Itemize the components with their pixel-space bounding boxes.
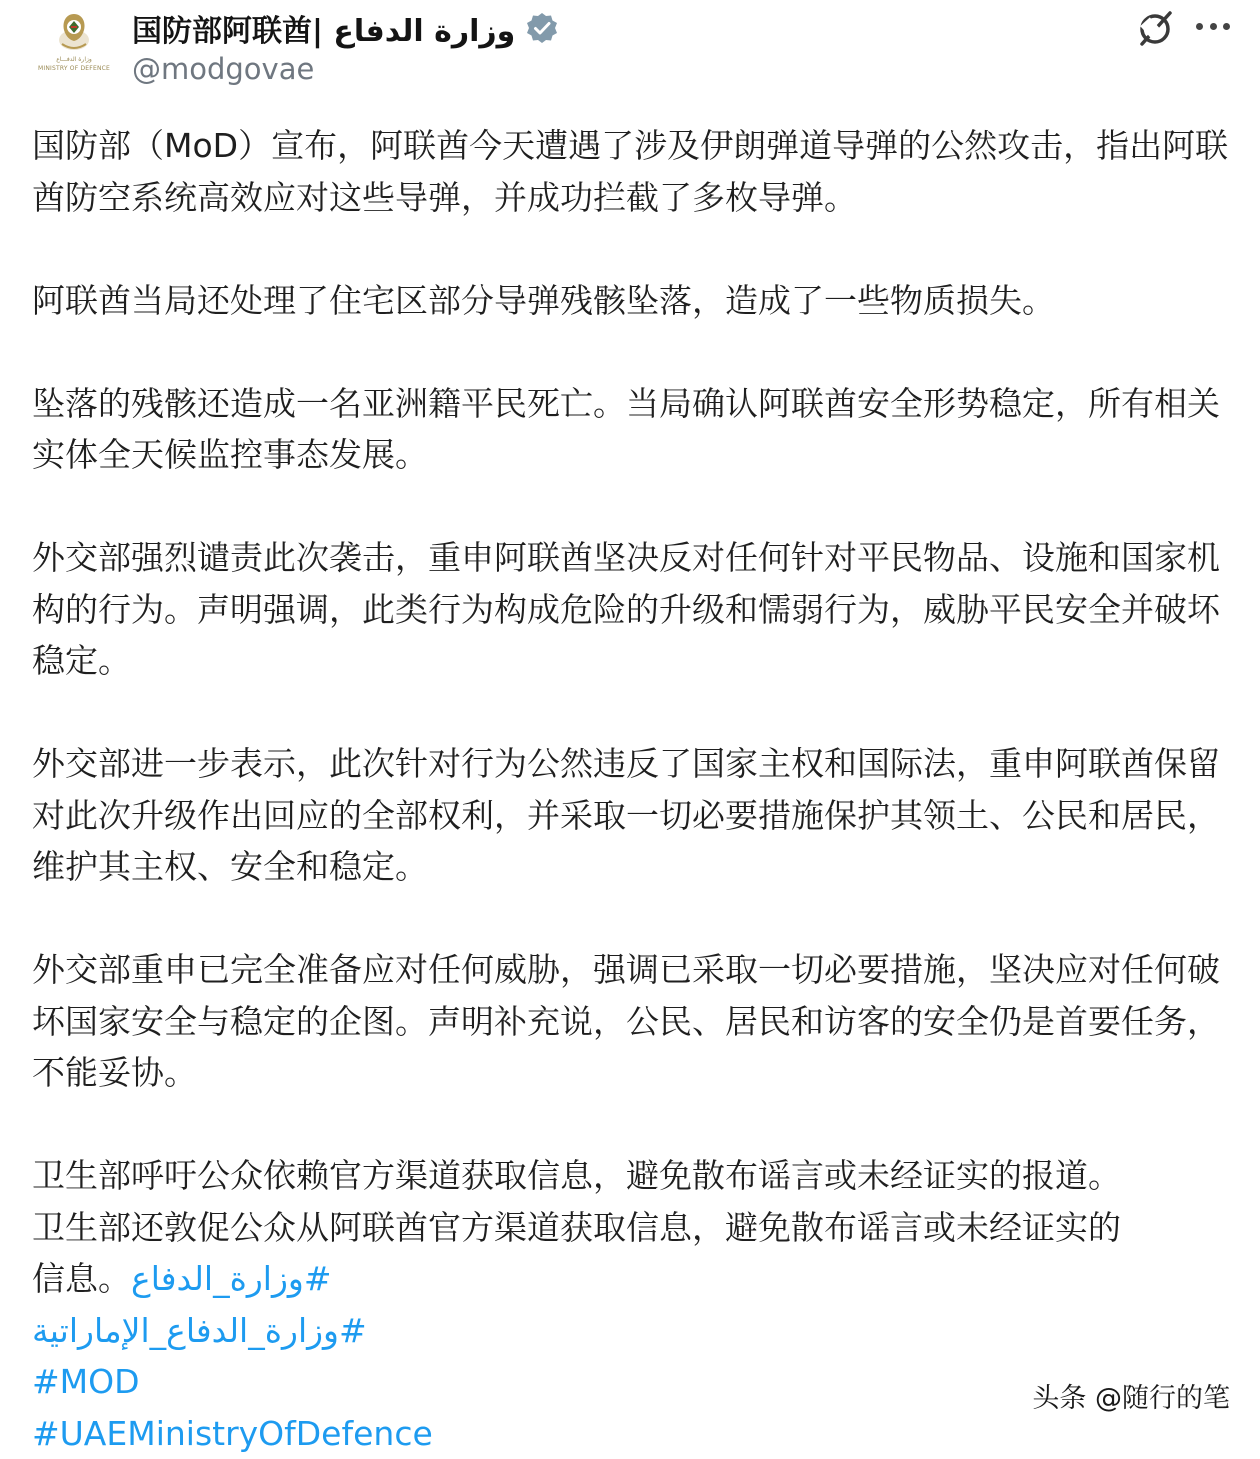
account-handle[interactable]: @modgovae: [132, 52, 314, 86]
grok-icon[interactable]: [1136, 8, 1176, 48]
more-dot-icon: [1223, 23, 1230, 30]
hashtag-link[interactable]: #وزارة_الدفاع: [131, 1259, 331, 1298]
post-final-line-with-tag: [32, 1253, 1232, 1305]
avatar-caption-english: MINISTRY OF DEFENCE: [38, 65, 110, 72]
avatar[interactable]: [34, 10, 114, 76]
more-dot-icon: [1210, 23, 1217, 30]
ministry-emblem-icon: [54, 10, 94, 54]
post-paragraph: 外交部重申已完全准备应对任何威胁，强调已采取一切必要措施，坚决应对任何破坏国家安全与稳定的企图。声明补充说，公民、居民和访客的安全仍是首要任务，不能妥协。: [32, 944, 1232, 1099]
verified-badge-icon: [525, 11, 559, 45]
post-body: [32, 120, 1232, 1459]
more-dot-icon: [1196, 23, 1203, 30]
hashtag-link[interactable]: #MOD: [32, 1362, 140, 1401]
more-options-icon[interactable]: [1196, 18, 1230, 34]
watermark: 头条 @随行的笔: [1032, 1376, 1230, 1415]
hashtag-line: [32, 1408, 1232, 1459]
hashtag-line: [32, 1305, 1232, 1357]
post-paragraph: 外交部进一步表示，此次针对行为公然违反了国家主权和国际法，重申阿联酋保留对此次升级作出回应的全部权利，并采取一切必要措施保护其领土、公民和居民，维护其主权、安全和稳定。: [32, 738, 1232, 893]
post-header: [0, 0, 1260, 110]
avatar-caption-arabic: وزارة الدفـــاع: [56, 56, 92, 63]
hashtag-link[interactable]: #UAEMinistryOfDefence: [32, 1414, 433, 1453]
post-final-tail: 信息。: [32, 1259, 131, 1298]
post-final-line: 卫生部还敦促公众从阿联酋官方渠道获取信息，避免散布谣言或未经证实的: [32, 1202, 1232, 1254]
display-name[interactable]: وزارة الدفاع |国防部阿联酋: [132, 6, 515, 50]
post-paragraph: 坠落的残骸还造成一名亚洲籍平民死亡。当局确认阿联酋安全形势稳定，所有相关实体全天候监控事态发展。: [32, 378, 1232, 481]
hashtag-link[interactable]: #وزارة_الدفاع_الإماراتية: [32, 1311, 367, 1350]
post-paragraph: 国防部（MoD）宣布，阿联酋今天遭遇了涉及伊朗弹道导弹的公然攻击，指出阿联酋防空系统高效应对这些导弹，并成功拦截了多枚导弹。: [32, 120, 1232, 223]
post-paragraph: 外交部强烈谴责此次袭击，重申阿联酋坚决反对任何针对平民物品、设施和国家机构的行为。声明强调，此类行为构成危险的升级和懦弱行为，威胁平民安全并破坏稳定。: [32, 532, 1232, 687]
post-paragraph: 阿联酋当局还处理了住宅区部分导弹残骸坠落，造成了一些物质损失。: [32, 275, 1232, 327]
post-final-line: 卫生部呼吁公众依赖官方渠道获取信息，避免散布谣言或未经证实的报道。: [32, 1150, 1232, 1202]
display-name-row: [132, 8, 559, 48]
